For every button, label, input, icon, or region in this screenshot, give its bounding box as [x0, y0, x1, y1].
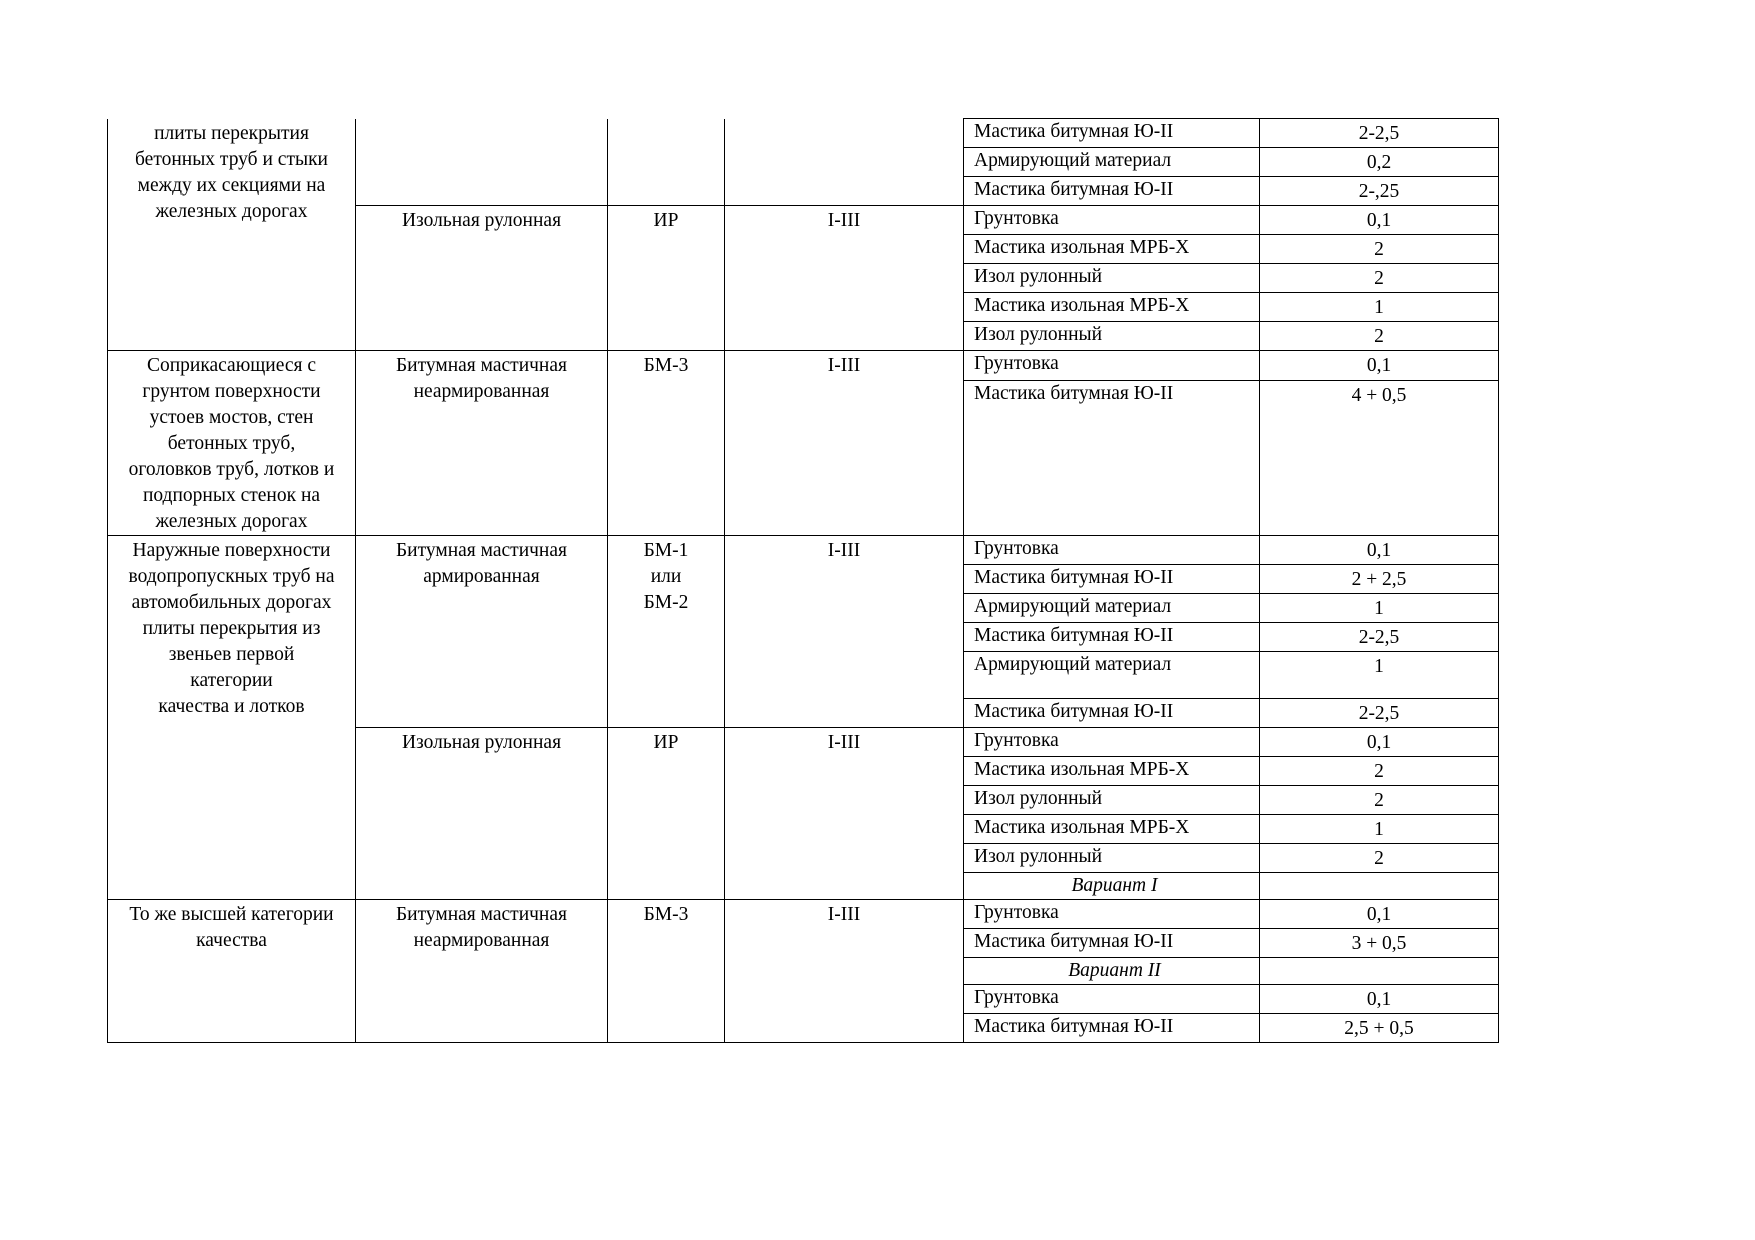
- thickness-value: 0,1: [1366, 732, 1392, 753]
- coating-type-cell-line: неармированная: [413, 930, 550, 951]
- thickness-cell: [1260, 351, 1499, 381]
- material-cell: Мастика битумная Ю-II: [964, 1014, 1260, 1043]
- surface-cell-line: качества и лотков: [158, 696, 305, 717]
- material-cell: Мастика битумная Ю-II: [964, 119, 1260, 148]
- thickness-value: 1: [1374, 656, 1384, 677]
- coating-code-cell: [608, 119, 725, 206]
- material-cell: Мастика изольная МРБ-Х: [964, 815, 1260, 844]
- coating-code-cell-line: БМ-3: [643, 904, 689, 925]
- thickness-cell: [1260, 985, 1499, 1014]
- thickness-cell: [1260, 148, 1499, 177]
- thickness-value: 2-,25: [1358, 181, 1400, 202]
- material-cell: Грунтовка: [964, 351, 1260, 381]
- thickness-cell: [1260, 380, 1499, 535]
- table-row: [108, 536, 1499, 565]
- thickness-cell: [1260, 757, 1499, 786]
- thickness-value: 1: [1374, 297, 1384, 318]
- thickness-cell: [1260, 699, 1499, 728]
- variant-label: Вариант I: [964, 873, 1260, 900]
- surface-cell-line: автомобильных дорогах: [131, 592, 332, 613]
- surface-cell-line: устоев мостов, стен: [149, 407, 314, 428]
- surface-cell-line: грунтом поверхности: [142, 381, 321, 402]
- thickness-cell: [1260, 322, 1499, 351]
- coating-type-cell: [356, 900, 608, 1043]
- surface-cell-line: Соприкасающиеся с: [146, 355, 317, 376]
- material-cell: Грунтовка: [964, 900, 1260, 929]
- thickness-cell: [1260, 786, 1499, 815]
- thickness-cell: [1260, 235, 1499, 264]
- thickness-value: 1: [1374, 819, 1384, 840]
- thickness-cell: [1260, 1014, 1499, 1043]
- surface-cell-line: То же высшей категории: [129, 904, 334, 925]
- thickness-value: 2-2,5: [1358, 703, 1400, 724]
- category-cell: I-III: [725, 536, 964, 728]
- category-cell: [725, 119, 964, 206]
- surface-cell: [108, 900, 356, 1043]
- table-row: [108, 900, 1499, 929]
- material-cell: Мастика изольная МРБ-Х: [964, 757, 1260, 786]
- thickness-value: 4 + 0,5: [1351, 384, 1407, 406]
- surface-cell-line: плиты перекрытия из: [142, 618, 321, 639]
- surface-cell-line: водопропускных труб на: [128, 566, 335, 587]
- coating-code-cell-line: ИР: [653, 210, 679, 231]
- surface-cell-line: железных дорогах: [155, 200, 308, 222]
- material-cell: Грунтовка: [964, 728, 1260, 757]
- thickness-value: 2: [1374, 268, 1384, 289]
- surface-cell-line: плиты перекрытия: [154, 122, 309, 144]
- thickness-cell: [1260, 728, 1499, 757]
- coating-type-cell-line: неармированная: [413, 381, 550, 402]
- coatings-table: [107, 118, 1499, 1043]
- thickness-cell: [1260, 293, 1499, 322]
- material-cell: Мастика битумная Ю-II: [964, 177, 1260, 206]
- material-cell: Мастика изольная МРБ-Х: [964, 235, 1260, 264]
- coating-code-cell-line: БМ-1: [643, 540, 689, 561]
- material-cell: Мастика битумная Ю-II: [964, 699, 1260, 728]
- thickness-value: 2: [1374, 326, 1384, 347]
- material-cell: Армирующий материал: [964, 594, 1260, 623]
- coating-code-cell: [608, 728, 725, 900]
- coating-code-cell-line: ИР: [653, 732, 679, 753]
- coating-type-cell-line: Битумная мастичная: [395, 355, 567, 376]
- variant-label: Вариант II: [964, 958, 1260, 985]
- category-cell: I-III: [725, 900, 964, 1043]
- coating-type-cell-line: Изольная рулонная: [401, 732, 562, 753]
- thickness-cell: [1260, 119, 1499, 148]
- thickness-value: 2: [1374, 790, 1384, 811]
- coating-type-cell: [356, 206, 608, 351]
- thickness-cell: [1260, 623, 1499, 652]
- thickness-cell: [1260, 177, 1499, 206]
- thickness-cell: [1260, 536, 1499, 565]
- thickness-cell: [1260, 206, 1499, 235]
- thickness-cell: [1260, 900, 1499, 929]
- thickness-cell: [1260, 958, 1499, 985]
- material-cell: Мастика битумная Ю-II: [964, 565, 1260, 594]
- table-row: [108, 351, 1499, 381]
- thickness-value: 2,5 + 0,5: [1344, 1018, 1414, 1039]
- coating-type-cell-line: Изольная рулонная: [401, 210, 562, 231]
- thickness-cell: [1260, 652, 1499, 699]
- coating-code-cell: [608, 206, 725, 351]
- material-cell: Мастика битумная Ю-II: [964, 623, 1260, 652]
- coating-type-cell-line: армированная: [423, 566, 540, 587]
- surface-cell-line: бетонных труб,: [167, 433, 296, 454]
- material-cell: Изол рулонный: [964, 322, 1260, 351]
- table-row: [108, 119, 1499, 148]
- surface-cell-line: качества: [196, 930, 267, 951]
- thickness-cell: [1260, 594, 1499, 623]
- category-cell: I-III: [725, 206, 964, 351]
- thickness-value: 0,2: [1366, 152, 1392, 173]
- surface-cell-line: оголовков труб, лотков и: [128, 459, 335, 480]
- thickness-cell: [1260, 815, 1499, 844]
- thickness-value: 2: [1374, 848, 1384, 869]
- thickness-cell: [1260, 873, 1499, 900]
- thickness-cell: [1260, 929, 1499, 958]
- surface-cell: [108, 119, 356, 351]
- coatings-table-body: [108, 119, 1499, 1043]
- surface-cell-line: бетонных труб и стыки: [135, 148, 328, 170]
- thickness-value: 3 + 0,5: [1351, 933, 1407, 954]
- thickness-value: 2: [1374, 761, 1384, 782]
- material-cell: Армирующий материал: [964, 148, 1260, 177]
- material-cell: Изол рулонный: [964, 786, 1260, 815]
- category-cell: I-III: [725, 728, 964, 900]
- material-cell: Мастика битумная Ю-II: [964, 380, 1260, 535]
- surface-cell-line: между их секциями на: [137, 174, 326, 196]
- coating-code-cell-line: БМ-2: [643, 592, 689, 613]
- thickness-value: 0,1: [1366, 355, 1392, 376]
- material-cell: Изол рулонный: [964, 844, 1260, 873]
- thickness-value: 0,1: [1366, 540, 1392, 561]
- surface-cell: [108, 536, 356, 900]
- material-cell: Мастика изольная МРБ-Х: [964, 293, 1260, 322]
- thickness-value: 2: [1374, 239, 1384, 260]
- surface-cell-line: категории: [190, 670, 273, 691]
- thickness-value: 0,1: [1366, 904, 1392, 925]
- thickness-cell: [1260, 565, 1499, 594]
- coating-code-cell: [608, 536, 725, 728]
- material-cell: Изол рулонный: [964, 264, 1260, 293]
- coating-code-cell: [608, 900, 725, 1043]
- thickness-cell: [1260, 264, 1499, 293]
- surface-cell-line: подпорных стенок на: [142, 485, 321, 506]
- coating-type-cell-line: Битумная мастичная: [395, 540, 567, 561]
- thickness-value: 0,1: [1366, 210, 1392, 231]
- surface-cell-line: Наружные поверхности: [132, 540, 331, 561]
- coating-type-cell: [356, 536, 608, 728]
- coating-code-cell: [608, 351, 725, 536]
- surface-cell-line: железных дорогах: [155, 511, 308, 532]
- thickness-value: 2-2,5: [1358, 123, 1400, 144]
- thickness-cell: [1260, 844, 1499, 873]
- material-cell: Грунтовка: [964, 985, 1260, 1014]
- material-cell: Грунтовка: [964, 536, 1260, 565]
- coating-code-cell-line: или: [650, 566, 682, 587]
- material-cell: Армирующий материал: [964, 652, 1260, 699]
- coating-type-cell: [356, 728, 608, 900]
- thickness-value: 1: [1374, 598, 1384, 619]
- coating-code-cell-line: БМ-3: [643, 355, 689, 376]
- thickness-value: 2-2,5: [1358, 627, 1400, 648]
- material-cell: Грунтовка: [964, 206, 1260, 235]
- coating-type-cell: [356, 119, 608, 206]
- coating-type-cell: [356, 351, 608, 536]
- material-cell: Мастика битумная Ю-II: [964, 929, 1260, 958]
- thickness-value: 0,1: [1366, 989, 1392, 1010]
- thickness-value: 2 + 2,5: [1351, 569, 1407, 590]
- surface-cell-line: звеньев первой: [168, 644, 295, 665]
- surface-cell: [108, 351, 356, 536]
- coating-type-cell-line: Битумная мастичная: [395, 904, 567, 925]
- category-cell: I-III: [725, 351, 964, 536]
